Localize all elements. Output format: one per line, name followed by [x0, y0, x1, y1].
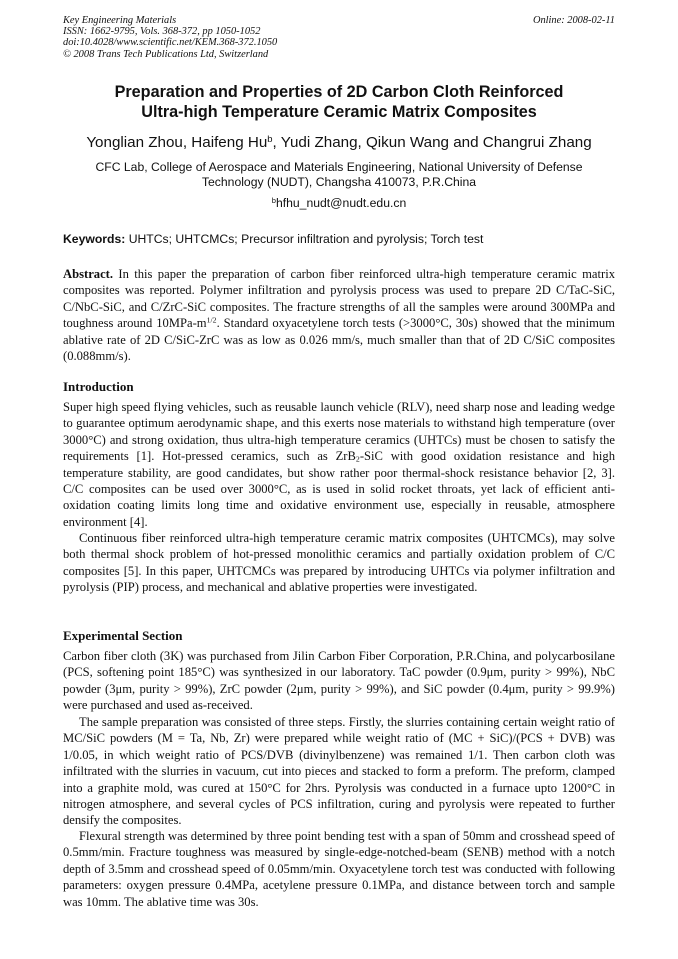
- email-address: hfhu_nudt@nudt.edu.cn: [275, 196, 407, 210]
- abstract: [63, 266, 615, 364]
- intro-p1-subscript: 2: [355, 454, 360, 464]
- intro-p1-text-a: Super high speed flying vehicles, such as reusable launch vehicle (RLV), need sharp nose and leading wedge to guarantee optimum aerodynamic shape, and this exerts nose materials to withstand high temperature (over 3000°C) and strong oxidation, thus ultra-high temperature ceramics (UHTCs) must be chosen to satisfy the requirements [1]. Hot-pressed ceramics, such as ZrB: [63, 400, 615, 464]
- abstract-superscript: 1/2: [206, 315, 217, 325]
- intro-paragraph-2: Continuous fiber reinforced ultra-high temperature ceramic matrix composites (UHTCMCs), may solve both thermal shock problem of hot-pressed monolithic ceramics and partially oxidation problem of C/C composites [5]. In this paper, UHTCMCs was prepared by introducing UHTCs via polymer infiltration and pyrolysis (PIP) process, and mechanical and ablative properties were investigated.: [63, 531, 615, 595]
- author-superscript: b: [267, 132, 273, 144]
- affiliation-line-2: Technology (NUDT), Changsha 410073, P.R.China: [201, 175, 477, 189]
- doi-line: doi:10.4028/www.scientific.net/KEM.368-372.1050: [63, 37, 278, 49]
- keywords-label: Keywords:: [63, 232, 126, 246]
- affiliation: [63, 160, 615, 190]
- abstract-text-1: In this paper the preparation of carbon fiber reinforced ultra-high temperature ceramic matrix composites was reported. Polymer infiltration and pyrolysis process was used to prepare 2D C/TaC-SiC, C/NbC-SiC, and C/ZrC-SiC composites. The fracture strengths of all the samples were around 300MPa and toughness around 10MPa-m: [63, 267, 615, 331]
- experimental-paragraph-2: The sample preparation was consisted of three steps. Firstly, the slurries containing certain weight ratio of MC/SiC powders (M = Ta, Nb, Zr) were prepared while weight ratio of (MC + SiC)/(PCS + DVB) was 1/0.05, in which weight ratio of PCS/DVB (divinylbenzene) was remained 1/1. Then carbon cloth was infiltrated with the slurries in vacuum, cut into pieces and stacked to form a preform. The preform, clamped into a graphite mold, was cured at 150°C for 2hrs. Pyrolysis was conducted in a furnace upto 1200°C in nitrogen atmosphere, and several cycles of PCS infiltration, curing and pyrolysis were repeated to further densify the composites.: [63, 715, 615, 828]
- experimental-paragraph-3: Flexural strength was determined by three point bending test with a span of 50mm and crosshead speed of 0.5mm/min. Fracture toughness was measured by single-edge-notched-beam (SENB) method with a notch depth of 3.5mm and crosshead speed of 0.05mm/min. Oxyacetylene torch test was conducted with following parameters: oxygen pressure 0.4MPa, acetylene pressure 0.1MPa, and distance between torch and sample was 10mm. The ablative time was 30s.: [63, 829, 615, 909]
- abstract-text-2: . Standard oxyacetylene torch tests (>3000°C, 30s) showed that the minimum ablative rate of 2D C/SiC-ZrC was as low as 0.026 mm/s, much smaller than that of 2D C/SiC composites (0.088mm/s).: [63, 316, 615, 364]
- author-list: [40, 134, 638, 152]
- title-line-2: Ultra-high Temperature Ceramic Matrix Composites: [141, 103, 537, 121]
- issn-line: ISSN: 1662-9795, Vols. 368-372, pp 1050-1052: [63, 26, 261, 38]
- title-line-1: Preparation and Properties of 2D Carbon Cloth Reinforced: [114, 83, 564, 101]
- authors-part-1: Yonglian Zhou, Haifeng Hu: [86, 134, 268, 151]
- journal-header: [63, 15, 615, 60]
- corresponding-email: [63, 196, 615, 211]
- experimental-heading: Experimental Section: [63, 628, 183, 643]
- experimental-paragraph-1: Carbon fiber cloth (3K) was purchased from Jilin Carbon Fiber Corporation, P.R.China, and polycarbosilane (PCS, softening point 185°C) was synthesized in our laboratory. TaC powder (0.9μm, purity > 99%), NbC powder (3μm, purity > 99%), ZrC powder (2μm, purity > 99%), and SiC powder (0.4μm, purity > 99.9%) were purchased and used as-received.: [63, 649, 615, 713]
- intro-p1-text-b: -SiC with good oxidation resistance and high temperature stability, are good candidates, but show rather poor thermal-shock resistance behavior [2, 3]. C/C composites can be used over 3000°C, as is used in solid rocket throats, yet lack of efficient anti-oxidation coating limits long time and oxidative environment use, especially in reusable, atmosphere environment [4].: [63, 449, 615, 529]
- introduction-heading: Introduction: [63, 379, 134, 394]
- journal-name: Key Engineering Materials: [63, 15, 177, 26]
- intro-paragraph-1: [63, 399, 615, 530]
- authors-part-2: , Yudi Zhang, Qikun Wang and Changrui Zhang: [272, 134, 592, 151]
- email-superscript: b: [271, 195, 276, 205]
- keywords: [63, 232, 615, 247]
- paper-title: [63, 82, 615, 122]
- keywords-text: UHTCs; UHTCMCs; Precursor infiltration and pyrolysis; Torch test: [125, 232, 484, 246]
- abstract-label: Abstract.: [63, 267, 114, 281]
- affiliation-line-1: CFC Lab, College of Aerospace and Materials Engineering, National University of Defense: [95, 160, 583, 174]
- online-date: Online: 2008-02-11: [532, 15, 615, 26]
- copyright-line: © 2008 Trans Tech Publications Ltd, Switzerland: [63, 48, 269, 60]
